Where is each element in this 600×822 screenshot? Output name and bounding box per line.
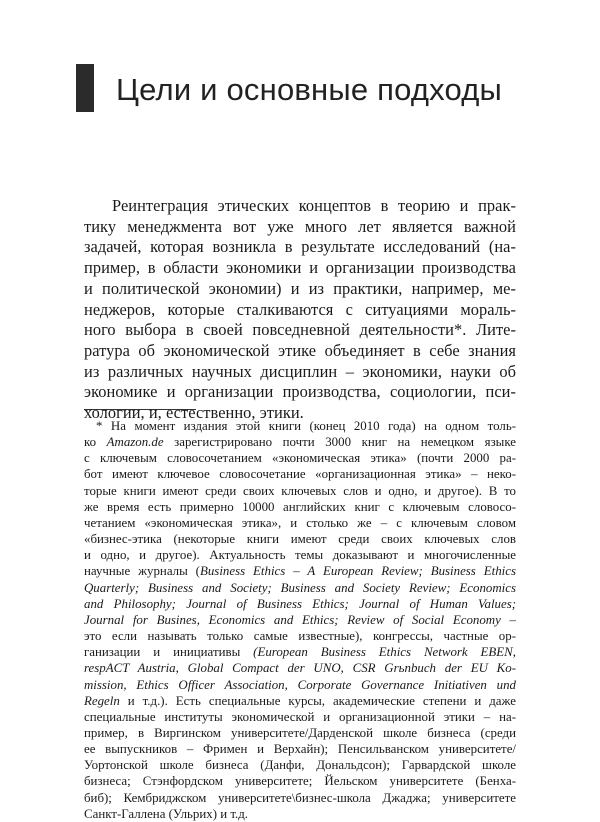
footnote-run: бот имеют ключевое словосочетание «организационная этика» – неко- (84, 467, 516, 482)
footnote-separator (84, 409, 196, 410)
chapter-marker-bar (76, 64, 94, 112)
footnote-line (84, 644, 516, 660)
footnote-line (84, 466, 516, 482)
footnote-line (84, 418, 516, 434)
footnote-line (84, 596, 516, 612)
body-line: задачей, которая возникла в результате исследований (на- (84, 237, 516, 257)
footnote-run: * На момент издания этой книги (конец 2010 года) на одном толь- (96, 419, 516, 433)
footnote-italic-run: Regeln (84, 693, 120, 708)
footnote-run: научные журналы ( (84, 564, 200, 579)
body-line: ного выбора в своей повседневной деятельности*. Лите- (84, 320, 516, 340)
footnote-line (84, 547, 516, 563)
footnote-run: же время есть примерно 10000 английских книг с ключевым словосо- (84, 499, 516, 514)
footnote-line (84, 612, 516, 628)
footnote-italic-run: and Philosophy; Journal of Business Ethics; Journal of Human Values; (84, 596, 516, 611)
footnote-run: – (500, 612, 516, 627)
footnote-run: с ключевым словосочетанием «экономическая этика» (почти 2000 ра- (84, 451, 516, 466)
body-line: неджеров, которые сталкиваются с ситуациями мораль- (84, 299, 516, 319)
footnote-line (84, 450, 516, 466)
footnote-line (84, 757, 516, 773)
footnote (84, 418, 516, 822)
body-line: пример, в области экономики и организации производства (84, 258, 516, 278)
footnote-run: «бизнес-этика (некоторые книги имеют среди своих ключевых слов (84, 532, 516, 547)
footnote-line (84, 660, 516, 676)
footnote-line (84, 483, 516, 499)
footnote-line (84, 531, 516, 547)
footnote-italic-run: Journal for Busines, Economics and Ethics; Review of Social Economy (84, 612, 501, 627)
body-line: ратура об экономической этике объединяет в себе знания (84, 340, 516, 360)
footnote-run: Санкт-Галлена (Ульрих) и т.д. (84, 806, 249, 821)
footnote-run: и одно, и другое). Актуальность темы доказывают и многочисленные (84, 548, 516, 563)
footnote-run: ганизации и инициативы (84, 645, 254, 660)
footnote-line (84, 806, 516, 822)
footnote-italic-run: mission, Ethics Officer Association, Corporate Governance Initiativen und (84, 677, 516, 692)
body-line: экономике и организации производства, социологии, пси- (84, 382, 516, 402)
footnote-line (84, 628, 516, 644)
footnote-line (84, 677, 516, 693)
footnote-line (84, 790, 516, 806)
footnote-run: специальные институты экономической и организационной этики – на- (84, 709, 516, 724)
footnote-line (84, 515, 516, 531)
footnote-italic-run: Amazon.de (106, 435, 164, 450)
footnote-italic-run: Quarterly; Business and Society; Business and Society Review; Economics (84, 580, 516, 595)
footnote-line (84, 741, 516, 757)
footnote-run: пример, в Виргинском университете/Дарденской школе бизнеса (среди (84, 725, 516, 740)
footnote-italic-run: (European Business Ethics Network EBEN, (253, 645, 516, 660)
body-line: из различных научных дисциплин – экономики, науки об (84, 361, 516, 381)
body-line: и политической экономии) и из практики, например, ме- (84, 278, 516, 298)
footnote-line (84, 563, 516, 579)
footnote-run: торые книги имеют среди своих ключевых слов и одно, и другое). В то (84, 483, 516, 498)
footnote-run: ко (84, 435, 107, 450)
footnote-run: биб); Кембриджском университете\бизнес-школа Джаджа; университете (84, 790, 516, 805)
footnote-run: это если называть только самые известные), конгрессы, частные ор- (84, 629, 516, 644)
body-paragraph (84, 196, 516, 424)
footnote-italic-run: respACT Austria, Global Compact der UNO, CSR Grьnbuch der EU Ko- (84, 661, 516, 676)
footnote-run: бизнеса; Стэнфордском университете; Йельском университете (Бенха- (84, 774, 516, 789)
footnote-run: и т.д.). Есть специальные курсы, академические степени и даже (119, 693, 516, 708)
chapter-title: Цели и основные подходы (116, 72, 503, 107)
footnote-line (84, 709, 516, 725)
footnote-run: Уортонской школе бизнеса (Данфи, Дональдсон); Гарвардской школе (84, 758, 516, 773)
footnote-line (84, 773, 516, 789)
footnote-line (84, 693, 516, 709)
body-line: Реинтеграция этических концептов в теорию и прак- (112, 196, 516, 215)
footnote-run: зарегистрировано почти 3000 книг на немецком языке (163, 435, 516, 450)
footnote-line (84, 580, 516, 596)
footnote-line (84, 499, 516, 515)
body-line: хологии, и, естественно, этики. (84, 403, 304, 423)
footnote-line (84, 434, 516, 450)
footnote-italic-run: Business Ethics – A European Review; Business Ethics (199, 564, 516, 579)
footnote-run: ее выпускников – Фримен и Верхайн); Пенсильванском университете/ (84, 742, 516, 757)
body-line: тику менеджмента вот уже много лет является важной (84, 216, 516, 236)
footnote-line (84, 725, 516, 741)
footnote-run: четанием «экономическая этика», и столько же – с ключевым словом (84, 515, 516, 530)
